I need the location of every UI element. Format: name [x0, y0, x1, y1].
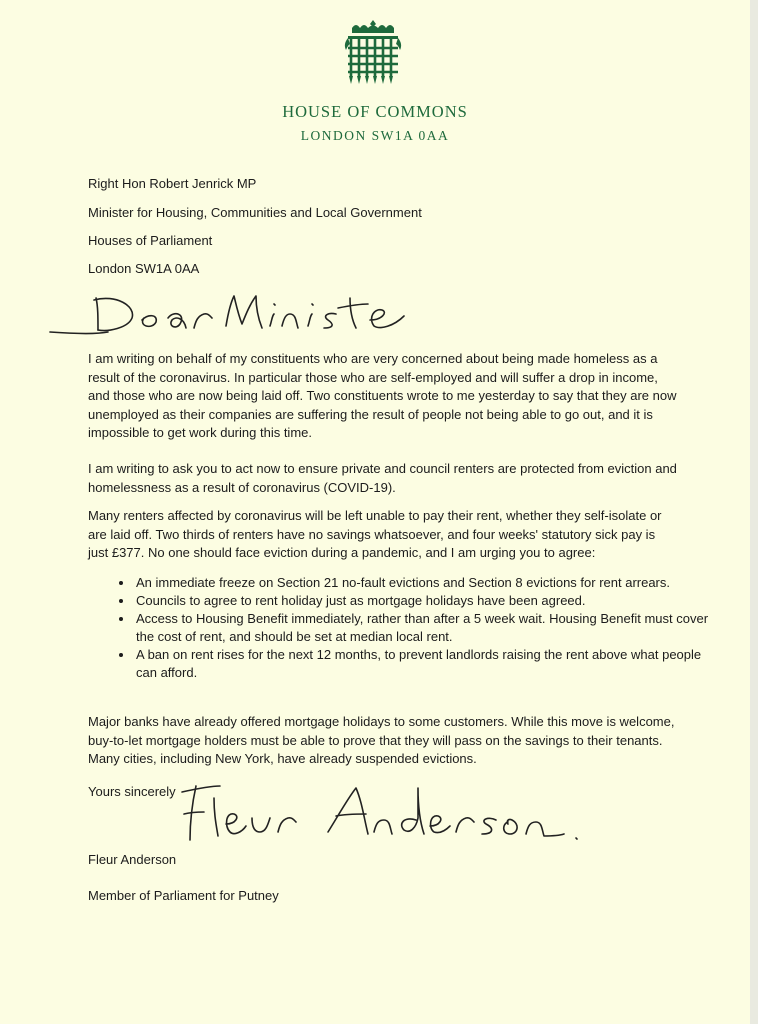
list-item: • Access to Housing Benefit immediately, rather than after a 5 week wait. Housing Benefit must cover the cost of rent, and should be set at median local rent. [134, 610, 714, 646]
letterhead-address: LONDON SW1A 0AA [300, 128, 450, 143]
list-item: • Councils to agree to rent holiday just as mortgage holidays have been agreed. [134, 592, 714, 610]
recipient-title: Minister for Housing, Communities and Local Government [88, 205, 422, 220]
paragraph-renters: Many renters affected by coronavirus will be left unable to pay their rent, whether they self-isolate or are laid off. Two thirds of renters have no savings whatsoever, and four weeks' statutory sick pay is just £377. No one should face eviction during a pandemic, and I am urging you to agree: [88, 508, 662, 560]
handwritten-signature [178, 780, 598, 850]
demands-list [88, 574, 714, 682]
list-item: • An immediate freeze on Section 21 no-fault evictions and Section 8 evictions for rent arrears. [134, 574, 714, 592]
recipient-city: London SW1A 0AA [88, 261, 200, 276]
recipient-building: Houses of Parliament [88, 233, 213, 248]
signatory-role: Member of Parliament for Putney [88, 888, 279, 903]
valediction: Yours sincerely [88, 784, 176, 799]
paragraph-intro: I am writing on behalf of my constituents who are very concerned about being made homeless as a result of the coronavirus. In particular those who are self-employed and will suffer a drop in income, and those who are now being laid off. Two constituents wrote to me yesterday to say that they are now unemployed as their companies are suffering the result of people not being able to go out, and it is impossible to get work during this time. [88, 351, 677, 440]
handwritten-salutation [38, 284, 418, 344]
paragraph-banks: Major banks have already offered mortgage holidays to some customers. While this move is welcome, buy-to-let mortgage holders must be able to prove that they will pass on the savings to their tenants. Many cities, including New York, have already suspended evictions. [88, 714, 675, 766]
page-edge [750, 0, 758, 1024]
portcullis-crest-icon [342, 18, 404, 86]
letterhead-title: HOUSE OF COMMONS [282, 102, 468, 121]
paragraph-request: I am writing to ask you to act now to ensure private and council renters are protected from eviction and homelessness as a result of coronavirus (COVID-19). [88, 461, 677, 495]
signatory-name: Fleur Anderson [88, 852, 177, 867]
list-item: • A ban on rent rises for the next 12 months, to prevent landlords raising the rent above what people can afford. [134, 646, 714, 682]
recipient-name: Right Hon Robert Jenrick MP [88, 176, 257, 191]
